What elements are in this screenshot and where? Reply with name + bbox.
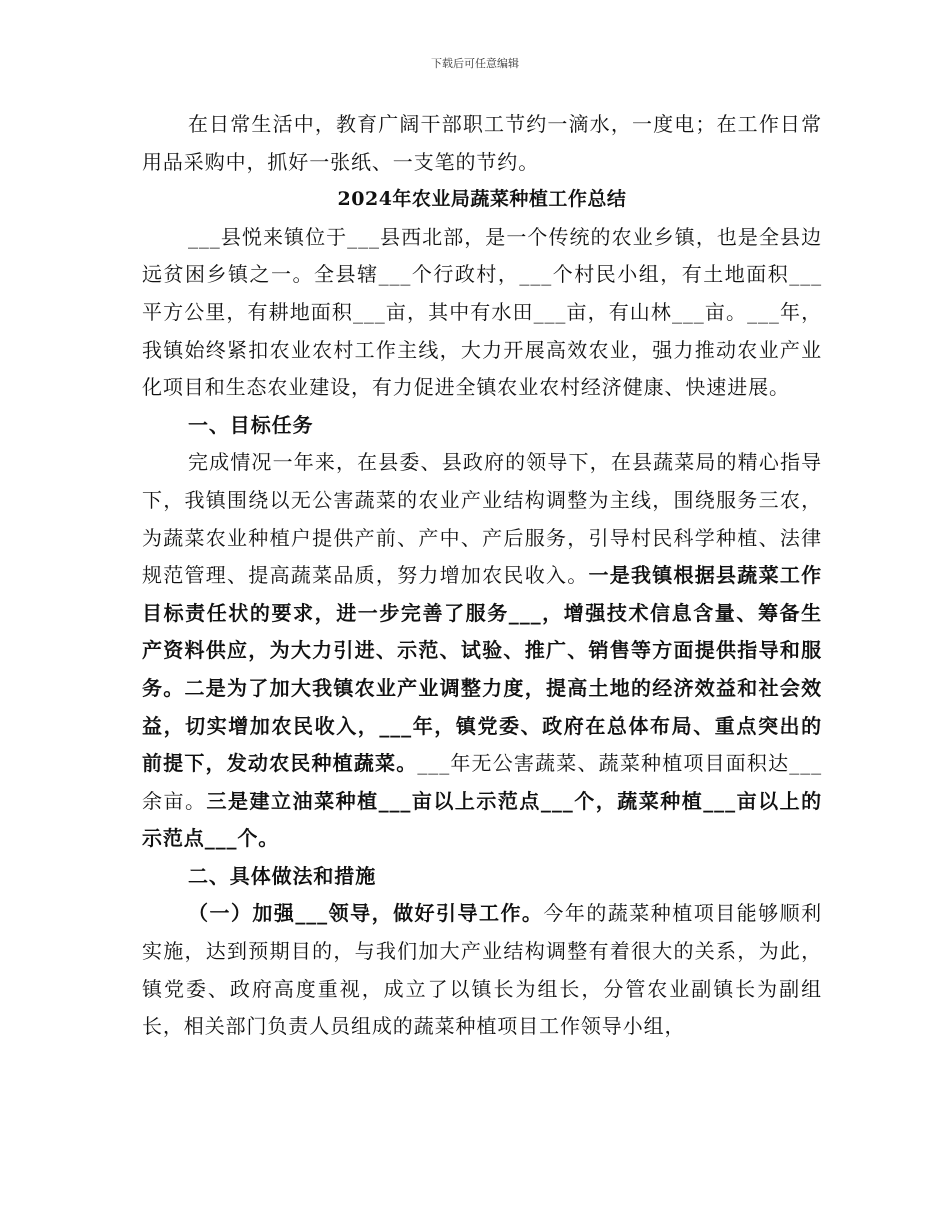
document-title: 2024年农业局蔬菜种植工作总结	[337, 188, 627, 211]
paragraph-measures	[142, 895, 822, 1045]
goals-bold-text: 一是我镇根据县蔬菜工作目标责任状的要求，进一步完善了服务___，增强技术信息含量、筹备生产资料供应，为大力引进、示范、试验、推广、销售等方面提供指导和服务。二是为了加大我镇农业产业调整力度，提高土地的经济效益和社会效益，切实增加农民收入，___年，镇党委、政府在总体布局、重点突出的前提下，发动农民种植蔬菜。	[142, 563, 822, 776]
document-body	[142, 106, 822, 1046]
measures-bold-text: （一）加强___领导，做好引导工作。	[188, 901, 544, 926]
paragraph-intro: 在日常生活中，教育广阔干部职工节约一滴水，一度电；在工作日常用品采购中，抓好一张纸、一支笔的节约。	[142, 112, 822, 174]
section-heading-goals: 一、目标任务	[188, 412, 314, 437]
goals-area-text: ___年无公害蔬菜、蔬菜种植项目面积达___余亩。	[142, 751, 822, 813]
paragraph-goals	[142, 444, 822, 858]
goals-demo-text: 三是建立油菜种植___亩以上示范点___个，蔬菜种植___亩以上的示范点___个。	[142, 788, 823, 851]
measures-text: 今年的蔬菜种植项目能够顺利实施，达到预期目的，与我们加大产业结构调整有着很大的关系，为此，镇党委、政府高度重视，成立了以镇长为组长，分管农业副镇长为副组长，相关部门负责人员组成的蔬菜种植项目工作领导小组，	[142, 901, 823, 1039]
page-header: 下载后可任意编辑	[431, 57, 519, 70]
paragraph-overview: ___县悦来镇位于___县西北部，是一个传统的农业乡镇，也是全县边远贫困乡镇之一。全县辖___个行政村，___个村民小组，有土地面积___平方公里，有耕地面积___亩，其中有水田___亩，有山林___亩。___年，我镇始终紧扣农业农村工作主线，大力开展高效农业，强力推动农业产业化项目和生态农业建设，有力促进全镇农业农村经济健康、快速进展。	[142, 224, 822, 400]
section-heading-measures: 二、具体做法和措施	[188, 863, 377, 888]
goals-text: 完成情况一年来，在县委、县政府的领导下，在县蔬菜局的精心指导下，我镇围绕以无公害蔬菜的农业产业结构调整为主线，围绕服务三农，为蔬菜农业种植户提供产前、产中、产后服务，引导村民科学种植、法律规范管理、提高蔬菜品质，努力增加农民收入。	[142, 450, 822, 588]
